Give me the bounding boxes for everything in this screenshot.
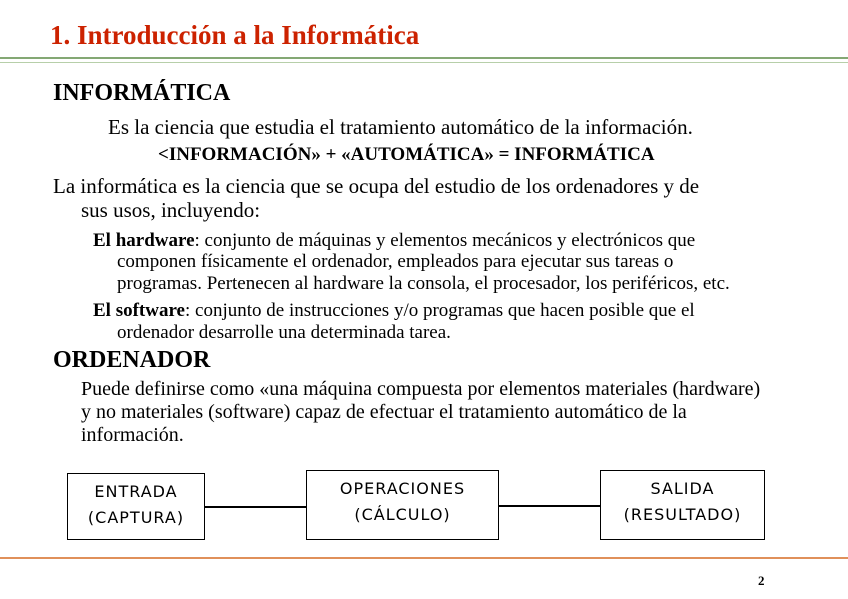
footer-divider [0, 557, 848, 559]
box-entrada-label: ENTRADA [94, 482, 178, 501]
hardware-line-1 [93, 230, 695, 252]
diagram-box-salida [600, 470, 765, 540]
section-heading-informatica: INFORMÁTICA [53, 80, 231, 106]
ordenador-line-1: Puede definirse como «una máquina compuesta por elementos materiales (hardware) [81, 378, 761, 400]
hardware-term: El hardware [93, 230, 195, 251]
slide-title: 1. Introducción a la Informática [50, 20, 420, 50]
page-number: 2 [758, 573, 765, 588]
title-divider-thick [0, 57, 848, 59]
box-salida-sublabel: (RESULTADO) [623, 505, 742, 524]
informatica-definition: Es la ciencia que estudia el tratamiento automático de la información. [108, 115, 693, 139]
diagram-connector-2 [499, 505, 600, 507]
ordenador-line-2: y no materiales (software) capaz de efectuar el tratamiento automático de la [81, 401, 687, 423]
software-line-1 [93, 300, 695, 322]
software-line-2: ordenador desarrolle una determinada tarea. [117, 322, 451, 343]
box-operaciones-sublabel: (CÁLCULO) [354, 505, 451, 524]
box-operaciones-label: OPERACIONES [339, 479, 466, 498]
ordenador-line-3: información. [81, 424, 184, 446]
hardware-line-3: programas. Pertenecen al hardware la consola, el procesador, los periféricos, etc. [117, 273, 730, 294]
informatica-intro-line-1: La informática es la ciencia que se ocupa del estudio de los ordenadores y de [53, 174, 700, 198]
box-entrada-sublabel: (CAPTURA) [87, 508, 185, 527]
box-salida-label: SALIDA [650, 479, 715, 498]
software-desc-1: : conjunto de instrucciones y/o programas que hacen posible que el [185, 300, 695, 321]
section-heading-ordenador: ORDENADOR [53, 347, 211, 373]
software-term: El software [93, 300, 185, 321]
diagram-box-operaciones [306, 470, 499, 540]
title-divider-thin [0, 62, 848, 63]
hardware-desc-1: : conjunto de máquinas y elementos mecánicos y electrónicos que [194, 230, 696, 251]
diagram-box-entrada [67, 473, 205, 540]
informatica-formula: <INFORMACIÓN» + «AUTOMÁTICA» = INFORMÁTICA [158, 144, 655, 165]
diagram-connector-1 [205, 506, 306, 508]
hardware-line-2: componen físicamente el ordenador, empleados para ejecutar sus tareas o [117, 251, 674, 272]
informatica-intro-line-2: sus usos, incluyendo: [81, 198, 261, 222]
